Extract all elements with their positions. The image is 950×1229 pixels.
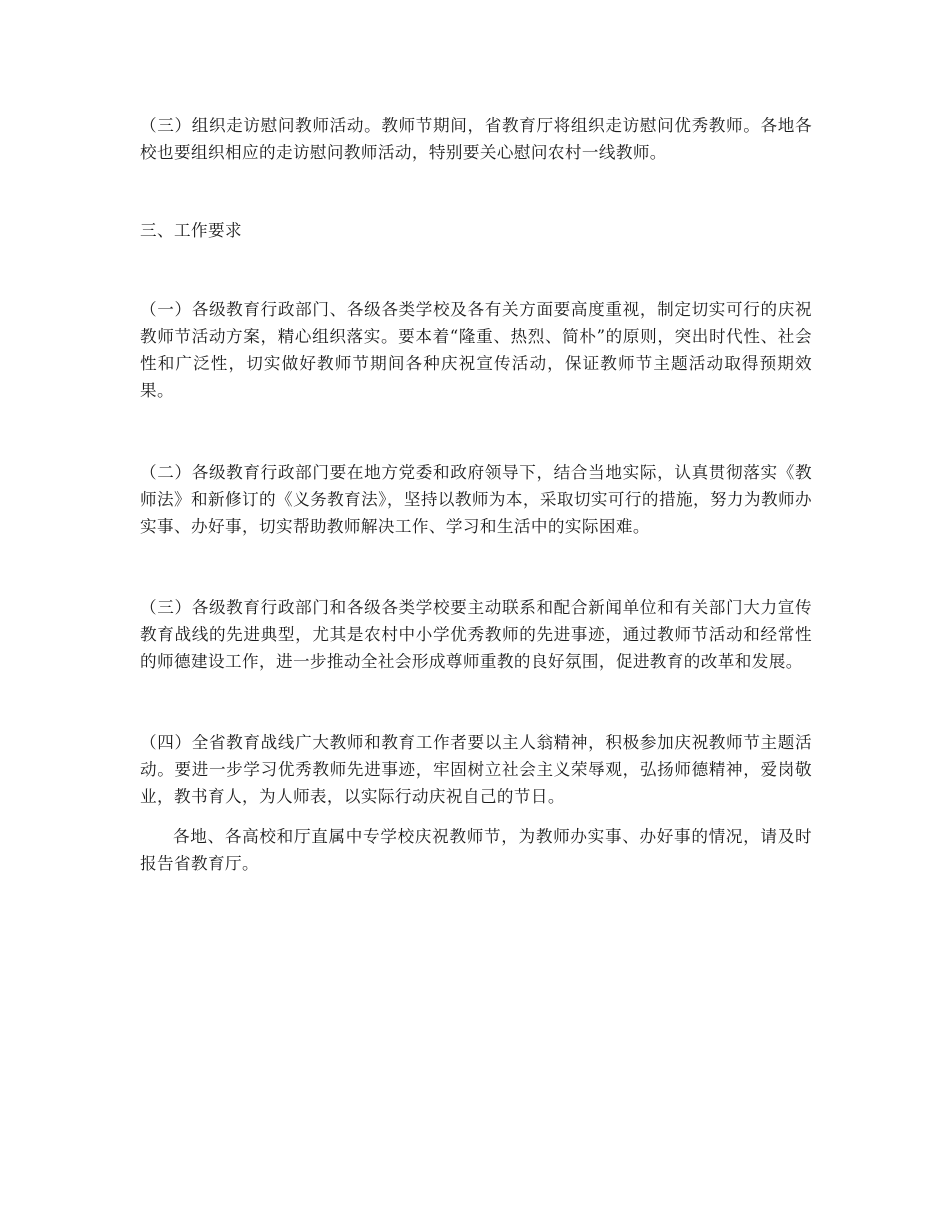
section-heading-work-requirements: 三、工作要求 xyxy=(140,221,242,240)
paragraph-requirement-3: （三）各级教育行政部门和各级各类学校要主动联系和配合新闻单位和有关部门大力宣传教育战线的先进典型，尤其是农村中小学优秀教师的先进事迹，通过教师节活动和经常性的师德建设工作，进一步推动全社会形成尊师重教的良好氛围，促进教育的改革和发展。 xyxy=(140,598,812,671)
paragraph-requirement-2: （二）各级教育行政部门要在地方党委和政府领导下，结合当地实际，认真贯彻落实《教师法》和新修订的《义务教育法》，坚持以教师为本，采取切实可行的措施，努力为教师办实事、办好事，切实帮助教师解决工作、学习和生活中的实际困难。 xyxy=(140,463,812,536)
paragraph-requirement-4: （四）全省教育战线广大教师和教育工作者要以主人翁精神，积极参加庆祝教师节主题活动。要进一步学习优秀教师先进事迹，牢固树立社会主义荣辱观，弘扬师德精神，爱岗敬业，教书育人，为人师表，以实际行动庆祝自己的节日。 xyxy=(140,733,812,806)
paragraph-visit-teachers: （三）组织走访慰问教师活动。教师节期间，省教育厅将组织走访慰问优秀教师。各地各校也要组织相应的走访慰问教师活动，特别要关心慰问农村一线教师。 xyxy=(140,116,812,162)
paragraph-closing: 各地、各高校和厅直属中专学校庆祝教师节，为教师办实事、办好事的情况，请及时报告省教育厅。 xyxy=(140,827,812,873)
paragraph-requirement-1: （一）各级教育行政部门、各级各类学校及各有关方面要高度重视，制定切实可行的庆祝教师节活动方案，精心组织落实。要本着“隆重、热烈、简朴”的原则，突出时代性、社会性和广泛性，切实做好教师节期间各种庆祝宣传活动，保证教师节主题活动取得预期效果。 xyxy=(140,300,812,400)
